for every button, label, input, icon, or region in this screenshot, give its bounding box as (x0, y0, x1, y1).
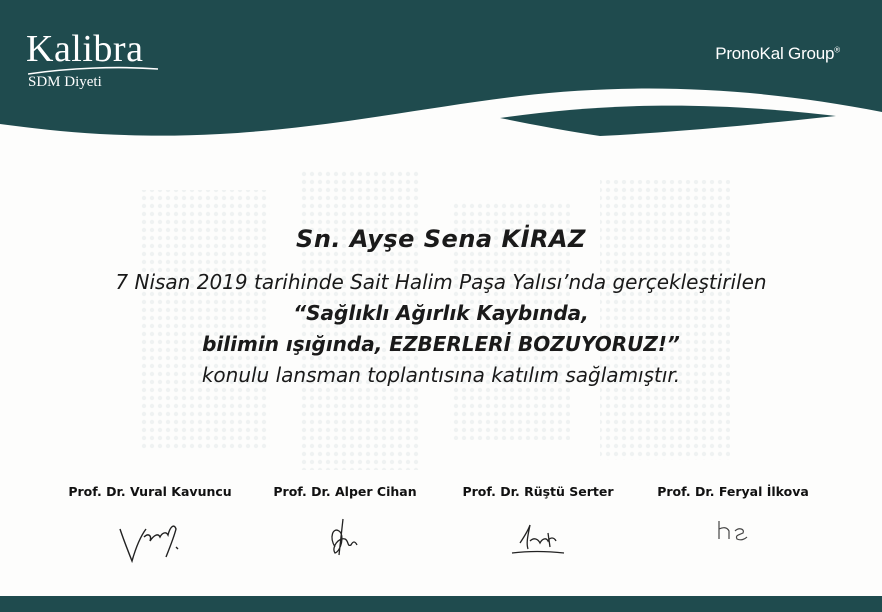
event-title-line2: bilimin ışığında, EZBERLERİ BOZUYORUZ!” (202, 332, 680, 356)
footer-band (0, 596, 882, 612)
signers-row (0, 484, 882, 584)
brand-name: Kalibra (26, 28, 144, 70)
signer-1 (50, 484, 250, 567)
signature-icon (693, 507, 773, 567)
signer-2 (245, 484, 445, 567)
kalibra-logo (26, 30, 143, 91)
signature-icon (498, 507, 578, 567)
signer-name: Prof. Dr. Rüştü Serter (462, 484, 614, 499)
event-line: 7 Nisan 2019 tarihinde Sait Halim Paşa Yalısı’nda gerçekleştirilen (115, 270, 767, 294)
signature-icon (305, 507, 385, 567)
brand-tagline: SDM Diyeti (28, 74, 102, 90)
certificate-body (0, 225, 882, 391)
group-name: PronoKal Group (715, 44, 835, 63)
recipient-name: Sn. Ayşe Sena KİRAZ (296, 225, 586, 253)
signature-icon (110, 507, 190, 567)
registered-mark: ® (834, 45, 840, 55)
signer-3 (438, 484, 638, 567)
pronokal-logo (715, 44, 840, 64)
signer-4 (633, 484, 833, 567)
event-title-line1: “Sağlıklı Ağırlık Kaybında, (293, 301, 589, 325)
signer-name: Prof. Dr. Feryal İlkova (657, 484, 809, 499)
signer-name: Prof. Dr. Alper Cihan (273, 484, 417, 499)
participation-line: konulu lansman toplantısına katılım sağlamıştır. (201, 363, 681, 387)
signer-name: Prof. Dr. Vural Kavuncu (68, 484, 232, 499)
swoosh-icon (28, 66, 158, 76)
